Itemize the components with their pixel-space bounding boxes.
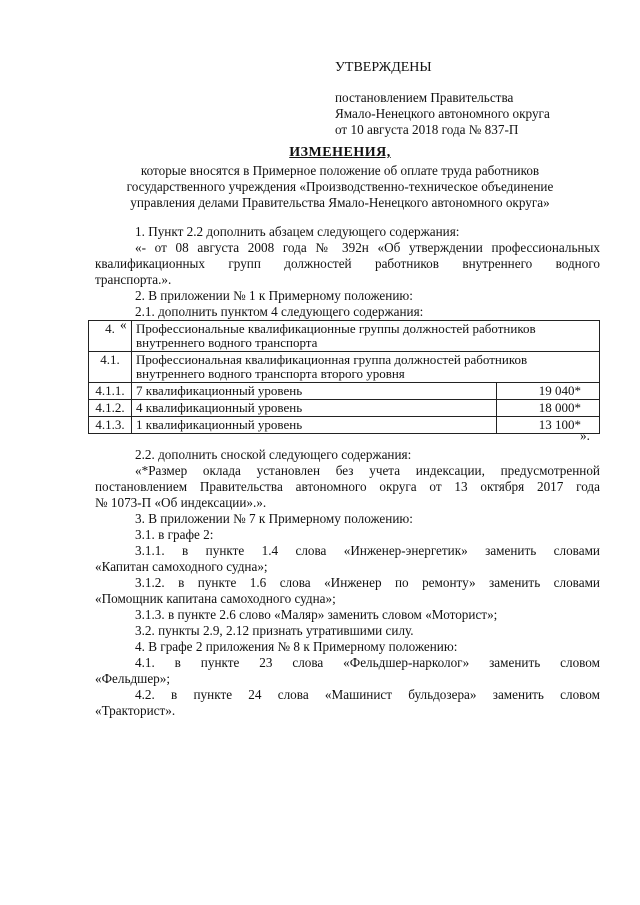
- paragraph-3-1-1-text: «Капитан самоходного судна»;: [95, 559, 268, 574]
- paragraph-2-2-text: «*Размер оклада установлен без учета индексации, предусмотренной: [135, 463, 600, 478]
- paragraph-1-text: квалификационных групп должностей работников внутреннего водного: [95, 256, 600, 271]
- approval-date-line: от 10 августа 2018 года № 837-П: [335, 122, 519, 137]
- paragraph-3-1-2: 3.1.2. в пункте 1.6 слова «Инженер по ремонту» заменить словами: [135, 575, 600, 590]
- row-level: 7 квалификационный уровень: [132, 383, 497, 400]
- row-number: 4.1.: [89, 352, 132, 383]
- row-salary: 19 040*: [497, 383, 600, 400]
- row-level: 4 квалификационный уровень: [132, 400, 497, 417]
- open-quote: «: [120, 317, 127, 332]
- document-title: ИЗМЕНЕНИЯ,: [289, 145, 391, 160]
- paragraph-1-text: транспорта.».: [95, 272, 172, 287]
- paragraph-3-1-3: 3.1.3. в пункте 2.6 слово «Маляр» заменить словом «Моторист»;: [135, 607, 498, 622]
- row-salary: 18 000*: [497, 400, 600, 417]
- paragraph-1-text: «- от 08 августа 2008 года № 392н «Об утверждении профессиональных: [135, 240, 600, 255]
- paragraph-1: 1. Пункт 2.2 дополнить абзацем следующего содержания:: [135, 224, 460, 239]
- close-quote: ».: [580, 428, 590, 443]
- table-row: [89, 400, 600, 417]
- table-row: [89, 383, 600, 400]
- approval-line: постановлением Правительства: [335, 90, 514, 105]
- paragraph-4-1-text: «Фельдшер»;: [95, 671, 171, 686]
- table-row: [89, 321, 600, 352]
- row-salary: 13 100*: [497, 417, 600, 434]
- paragraph-2-2-text: № 1073-П «Об индексации».».: [95, 495, 267, 510]
- row-level: 1 квалификационный уровень: [132, 417, 497, 434]
- row-number: 4.1.1.: [89, 383, 132, 400]
- paragraph-4-2-text: «Тракторист».: [95, 703, 176, 718]
- approval-line: Ямало-Ненецкого автономного округа: [335, 106, 550, 121]
- row-title: Профессиональная квалификационная группа должностей работников внутреннего водного транспорта второго уровня: [132, 352, 600, 383]
- table-row: [89, 352, 600, 383]
- paragraph-4-2: 4.2. в пункте 24 слова «Машинист бульдозера» заменить словом: [135, 687, 600, 702]
- approval-stamp-title: УТВЕРЖДЕНЫ: [335, 60, 432, 75]
- paragraph-3-2: 3.2. пункты 2.9, 2.12 признать утратившими силу.: [135, 623, 414, 638]
- paragraph-3-1-1: 3.1.1. в пункте 1.4 слова «Инженер-энергетик» заменить словами: [135, 543, 600, 558]
- document-subtitle-line: государственного учреждения «Производственно-техническое объединение: [126, 179, 554, 194]
- paragraph-2-2: 2.2. дополнить сноской следующего содержания:: [135, 447, 412, 462]
- paragraph-3-1-2-text: «Помощник капитана самоходного судна»;: [95, 591, 336, 606]
- paragraph-4-1: 4.1. в пункте 23 слова «Фельдшер-нарколог» заменить словом: [135, 655, 600, 670]
- paragraph-3: 3. В приложении № 7 к Примерному положению:: [135, 511, 413, 526]
- paragraph-4: 4. В графе 2 приложения № 8 к Примерному положению:: [135, 639, 458, 654]
- row-number: 4.1.3.: [89, 417, 132, 434]
- paragraph-2-2-text: постановлением Правительства автономного округа от 13 октября 2017 года: [95, 479, 600, 494]
- document-subtitle-line: которые вносятся в Примерное положение об оплате труда работников: [140, 163, 540, 178]
- table-row: [89, 417, 600, 434]
- row-title: Профессиональные квалификационные группы должностей работников внутреннего водного транспорта: [132, 321, 600, 352]
- document-subtitle-line: управления делами Правительства Ямало-Ненецкого автономного округа»: [130, 195, 550, 210]
- row-number: 4.: [89, 321, 132, 352]
- paragraph-2: 2. В приложении № 1 к Примерному положению:: [135, 288, 413, 303]
- salary-table: [88, 320, 600, 434]
- row-number: 4.1.2.: [89, 400, 132, 417]
- paragraph-3-1: 3.1. в графе 2:: [135, 527, 214, 542]
- paragraph-2-1: 2.1. дополнить пунктом 4 следующего содержания:: [135, 304, 424, 319]
